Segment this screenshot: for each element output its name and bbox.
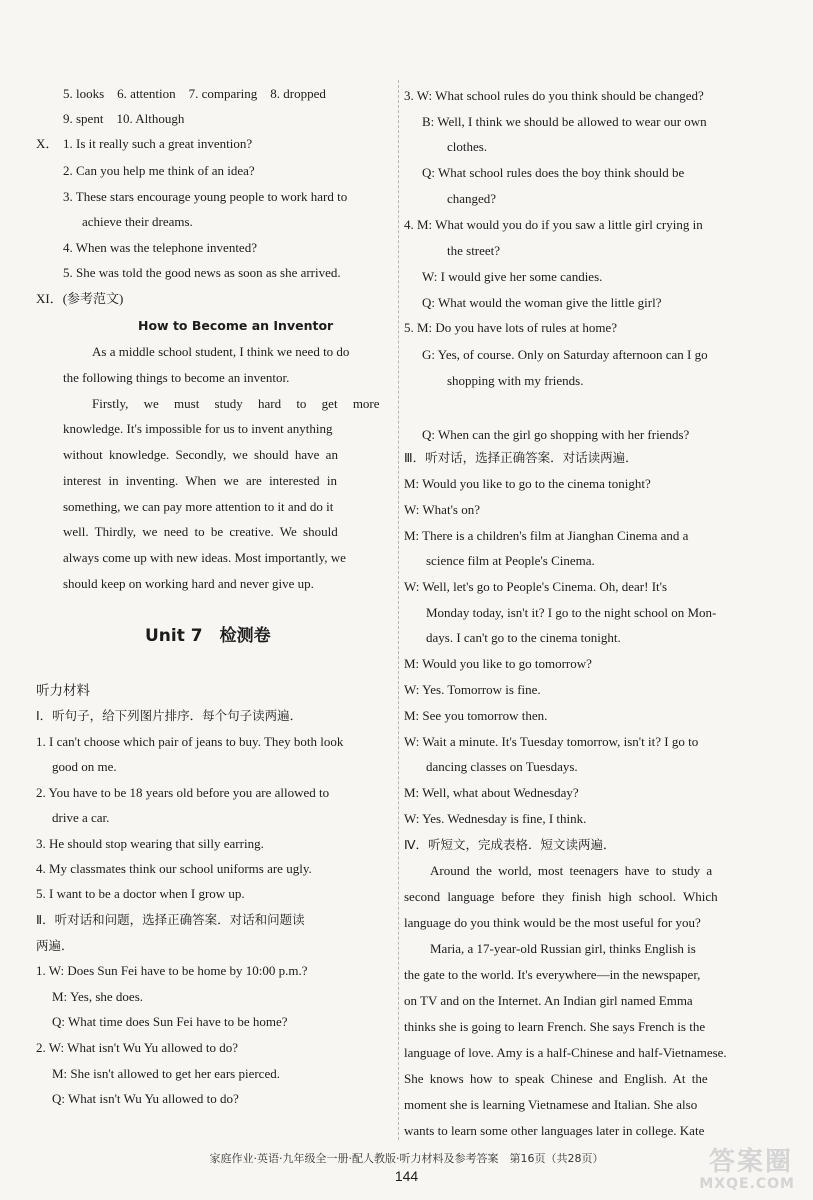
sentence: 1. I can't choose which pair of jeans to buy. They both look	[36, 734, 344, 749]
passage-line: on TV and on the Internet. An Indian girl named Emma	[404, 993, 693, 1008]
dialogue-line: Q: What school rules does the boy think should be	[422, 165, 685, 180]
dialogue-line: W: Well, let's go to People's Cinema. Oh, dear! It's	[404, 579, 668, 594]
part2-heading: Ⅱ．听对话和问题，选择正确答案．对话和问题读	[36, 912, 305, 927]
dialogue-line: changed?	[447, 191, 497, 206]
dialogue-line: W: What's on?	[404, 502, 480, 517]
dialogue-line: W: Yes. Tomorrow is fine.	[404, 682, 541, 697]
sentence: 4. My classmates think our school uniforms are ugly.	[36, 861, 312, 876]
sentence: good on me.	[52, 759, 117, 774]
part4-heading: Ⅳ．听短文，完成表格．短文读两遍．	[404, 837, 616, 852]
section-label: X．	[36, 136, 59, 151]
dialogue-line: W: I would give her some candies.	[422, 269, 603, 284]
essay-line: always come up with new ideas. Most importantly, we	[63, 550, 346, 565]
dialogue-line: G: Yes, of course. Only on Saturday afternoon can I go	[422, 347, 708, 362]
essay-line: without knowledge. Secondly, we should have an	[63, 447, 338, 462]
dialogue-line: M: See you tomorrow then.	[404, 708, 548, 723]
dialogue-line: Q: When can the girl go shopping with her friends?	[422, 427, 690, 442]
page-number: 144	[394, 1168, 419, 1184]
part3-heading: Ⅲ．听对话，选择正确答案．对话读两遍．	[404, 450, 638, 465]
dialogue-line: Q: What would the woman give the little girl?	[422, 295, 662, 310]
page-footer: 家庭作业·英语·九年级全一册·配人教版·听力材料及参考答案 第16页（共28页）	[209, 1152, 604, 1165]
passage-line: She knows how to speak Chinese and English. At the	[404, 1071, 708, 1086]
list-item: 4. When was the telephone invented?	[63, 240, 257, 255]
passage-line: language do you think would be the most useful for you?	[404, 915, 701, 930]
answer-line: 9. spent 10. Although	[63, 111, 185, 126]
essay-line: As a middle school student, I think we need to do	[92, 344, 350, 359]
dialogue-line: W: Wait a minute. It's Tuesday tomorrow, isn't it? I go to	[404, 734, 699, 749]
sentence: 2. You have to be 18 years old before you are allowed to	[36, 785, 330, 800]
essay-line: the following things to become an inventor.	[63, 370, 290, 385]
dialogue-line: B: Well, I think we should be allowed to wear our own	[422, 114, 707, 129]
list-item: achieve their dreams.	[82, 214, 193, 229]
dialogue-line: the street?	[447, 243, 501, 258]
dialogue-line: M: Would you like to go to the cinema tonight?	[404, 476, 651, 491]
watermark-url: MXQE.COM	[699, 1176, 795, 1192]
essay-line: should keep on working hard and never give up.	[63, 576, 314, 591]
list-item: 5. She was told the good news as soon as she arrived.	[63, 265, 341, 280]
dialogue-line: W: Yes. Wednesday is fine, I think.	[404, 811, 587, 826]
dialogue-line: Q: What time does Sun Fei have to be home?	[52, 1014, 288, 1029]
dialogue-line: M: Well, what about Wednesday?	[404, 785, 579, 800]
list-item: 1. Is it really such a great invention?	[63, 136, 253, 151]
answer-line: 5. looks 6. attention 7. comparing 8. dropped	[63, 86, 326, 101]
section-label: XI．(参考范文)	[36, 291, 124, 306]
passage-line: the gate to the world. It's everywhere—in the newspaper,	[404, 967, 701, 982]
watermark-logo: 答案圈	[708, 1147, 793, 1177]
dialogue-line: 5. M: Do you have lots of rules at home?	[404, 320, 618, 335]
column-divider	[398, 80, 399, 1140]
unit-title: Unit 7 检测卷	[145, 626, 271, 646]
list-item: 2. Can you help me think of an idea?	[63, 163, 255, 178]
passage-line: second language before they finish high school. Which	[404, 889, 718, 904]
passage-line: Maria, a 17-year-old Russian girl, thinks English is	[430, 941, 696, 956]
essay-line: well. Thirdly, we need to be creative. We should	[63, 524, 338, 539]
dialogue-line: days. I can't go to the cinema tonight.	[426, 630, 621, 645]
dialogue-line: M: Yes, she does.	[52, 989, 144, 1004]
dialogue-line: dancing classes on Tuesdays.	[426, 759, 578, 774]
dialogue-line: clothes.	[447, 139, 488, 154]
dialogue-line: M: Would you like to go tomorrow?	[404, 656, 592, 671]
dialogue-line: M: There is a children's film at Jianghan Cinema and a	[404, 528, 689, 543]
dialogue-line: science film at People's Cinema.	[426, 553, 595, 568]
passage-line: moment she is learning Vietnamese and Italian. She also	[404, 1097, 698, 1112]
essay-line: interest in inventing. When we are interested in	[63, 473, 337, 488]
dialogue-line: Monday today, isn't it? I go to the night school on Mon-	[426, 605, 717, 620]
essay-line: something, we can pay more attention to it and do it	[63, 499, 334, 514]
dialogue-line: 2. W: What isn't Wu Yu allowed to do?	[36, 1040, 238, 1055]
sentence: 3. He should stop wearing that silly earring.	[36, 836, 264, 851]
essay-line: knowledge. It's impossible for us to invent anything	[63, 421, 333, 436]
list-item: 3. These stars encourage young people to work hard to	[63, 189, 348, 204]
dialogue-line: M: She isn't allowed to get her ears pierced.	[52, 1066, 280, 1081]
listening-heading: 听力材料	[36, 683, 90, 699]
passage-line: language of love. Amy is a half-Chinese and half-Vietnamese.	[404, 1045, 727, 1060]
sentence: drive a car.	[52, 810, 110, 825]
dialogue-line: shopping with my friends.	[447, 373, 584, 388]
dialogue-line: 3. W: What school rules do you think should be changed?	[404, 88, 704, 103]
essay-line: Firstly, we must study hard to get more	[92, 396, 380, 411]
part1-heading: Ⅰ．听句子，给下列图片排序．每个句子读两遍．	[36, 708, 303, 723]
dialogue-line: 1. W: Does Sun Fei have to be home by 10:00 p.m.?	[36, 963, 308, 978]
dialogue-line: Q: What isn't Wu Yu allowed to do?	[52, 1091, 239, 1106]
passage-line: wants to learn some other languages later in college. Kate	[404, 1123, 705, 1138]
dialogue-line: 4. M: What would you do if you saw a little girl crying in	[404, 217, 703, 232]
essay-title: How to Become an Inventor	[138, 318, 334, 333]
sentence: 5. I want to be a doctor when I grow up.	[36, 886, 245, 901]
passage-line: thinks she is going to learn French. She says French is the	[404, 1019, 706, 1034]
part2-heading: 两遍．	[36, 938, 74, 953]
passage-line: Around the world, most teenagers have to study a	[430, 863, 713, 878]
